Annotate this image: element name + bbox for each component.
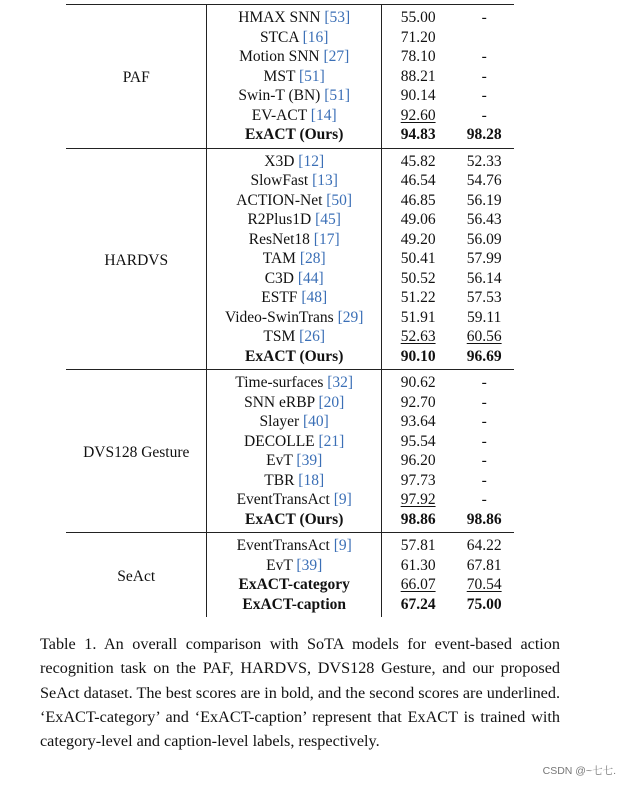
score-value: 56.14 [466,269,502,287]
score-value: 51.22 [400,289,436,306]
model-cell [207,308,381,328]
top5-cell [454,412,514,432]
model-name: Video-SwinTrans [224,308,334,326]
citation-link[interactable]: [12] [298,152,325,170]
score-value: 56.43 [466,211,502,228]
top1-cell [381,575,454,595]
score-value: 57.99 [466,250,502,267]
score-value: 61.30 [400,556,436,574]
model-name: TSM [263,328,296,345]
model-cell [207,412,381,432]
score-value: 50.52 [400,269,436,287]
model-cell [207,370,381,393]
top5-cell [454,347,514,370]
score-value: 98.86 [466,510,502,528]
citation-link[interactable]: [27] [323,48,350,65]
score-value: 97.73 [400,471,436,489]
top1-cell [381,370,454,393]
model-name: Slayer [259,413,300,430]
score-value: 98.28 [466,126,502,143]
citation-link[interactable]: [40] [303,413,329,430]
comparison-table [66,4,514,617]
top5-cell [454,510,514,533]
table-row [66,533,514,556]
citation-link[interactable]: [16] [302,28,329,46]
model-name: ExACT (Ours) [245,510,344,528]
table-caption: Table 1. An overall comparison with SoTA models for event-based action recognition task on the PAF, HARDVS, DVS128 Gesture, and our proposed SeAct dataset. The best scores are in bold, and the second scores are underlined. ‘ExACT-category’ and ‘ExACT-caption’ represent that ExACT is trained with category-level and caption-level labels, respectively. [40,635,560,751]
model-name: STCA [259,28,299,46]
model-name: ExACT (Ours) [245,126,344,143]
top1-cell [381,347,454,370]
model-name: Swin-T (BN) [238,87,321,104]
citation-link[interactable]: [20] [318,393,345,411]
score-value: 54.76 [466,172,502,189]
score-value: 56.19 [466,191,502,209]
top1-cell [381,412,454,432]
top5-cell [454,125,514,148]
top5-cell [454,595,514,618]
score-value: 57.53 [466,289,502,306]
top5-cell [454,556,514,576]
model-cell [207,510,381,533]
score-value: 93.64 [400,413,436,430]
citation-link[interactable]: [14] [310,106,337,124]
top1-cell [381,210,454,230]
model-cell [207,393,381,413]
top5-cell [454,490,514,510]
model-name: ExACT (Ours) [245,347,344,365]
score-value: 46.54 [400,172,436,189]
top1-cell [381,595,454,618]
dataset-label: PAF [66,5,207,149]
score-value: 92.70 [400,393,436,411]
top1-cell [381,125,454,148]
citation-link[interactable]: [26] [299,328,325,345]
top1-cell [381,393,454,413]
score-value: 46.85 [400,191,436,209]
top5-cell [454,86,514,106]
score-value: 51.91 [400,308,436,326]
top1-cell [381,432,454,452]
model-cell [207,249,381,269]
model-cell [207,191,381,211]
citation-link[interactable]: [28] [299,250,326,267]
top5-cell [454,249,514,269]
score-value: 96.20 [400,452,436,469]
citation-link[interactable]: [51] [324,87,351,104]
top1-cell [381,230,454,250]
model-cell [207,86,381,106]
top1-cell [381,308,454,328]
model-name: Time-surfaces [235,374,324,391]
top1-cell [381,490,454,510]
top5-cell [454,533,514,556]
citation-link[interactable]: [17] [313,230,340,248]
score-value: 95.54 [400,432,436,450]
model-cell [207,347,381,370]
model-cell [207,67,381,87]
score-value: 52.63 [400,328,436,345]
score-value: 88.21 [400,67,436,85]
score-value: 57.81 [400,537,436,554]
citation-link[interactable]: [39] [296,452,323,469]
model-cell [207,432,381,452]
model-name: EV-ACT [251,106,307,124]
score-value: 49.06 [400,211,436,228]
citation-link[interactable]: [18] [298,471,325,489]
model-cell [207,471,381,491]
score-value: - [481,67,487,85]
model-cell [207,595,381,618]
top5-cell [454,269,514,289]
model-name: EventTransAct [236,537,330,554]
top1-cell [381,86,454,106]
score-value: 90.10 [400,347,436,365]
model-cell [207,230,381,250]
table-row [66,148,514,171]
citation-link[interactable]: [9] [333,537,352,554]
score-value: - [481,491,487,508]
top1-cell [381,556,454,576]
score-value: - [481,374,487,391]
top5-cell [454,451,514,471]
top5-cell [454,191,514,211]
model-cell [207,269,381,289]
score-value: - [481,48,487,65]
model-name: ResNet18 [248,230,310,248]
score-value: 60.56 [466,328,502,345]
model-name: TBR [264,471,295,489]
model-cell [207,125,381,148]
dataset-label: DVS128 Gesture [66,370,207,533]
top5-cell [454,28,514,48]
model-cell [207,210,381,230]
model-cell [207,171,381,191]
top1-cell [381,171,454,191]
score-value: 78.10 [400,48,436,65]
top5-cell [454,230,514,250]
model-cell [207,451,381,471]
citation-link[interactable]: [39] [296,556,323,574]
top5-cell [454,47,514,67]
top1-cell [381,47,454,67]
top1-cell [381,269,454,289]
dataset-label: SeAct [66,533,207,618]
top1-cell [381,249,454,269]
model-cell [207,490,381,510]
model-name: SNN eRBP [244,393,315,411]
results-table-container [66,4,514,617]
score-value: - [481,471,487,489]
citation-link[interactable]: [32] [327,374,354,391]
table-row [66,5,514,28]
citation-link[interactable]: [48] [301,289,328,306]
model-name: Motion SNN [239,48,320,65]
score-value: - [481,87,487,104]
top5-cell [454,171,514,191]
model-cell [207,5,381,28]
top5-cell [454,67,514,87]
top5-cell [454,210,514,230]
model-name: TAM [262,250,296,267]
score-value: 90.62 [400,374,436,391]
top5-cell [454,370,514,393]
model-cell [207,106,381,126]
top5-cell [454,106,514,126]
citation-link[interactable]: [9] [333,491,352,508]
score-value: 75.00 [466,595,502,613]
top1-cell [381,451,454,471]
model-name: X3D [264,152,295,170]
top5-cell [454,148,514,171]
model-name: ACTION-Net [236,191,323,209]
watermark: CSDN @~七七. [542,765,616,777]
table-row [66,370,514,393]
model-name: EventTransAct [236,491,330,508]
score-value: 67.81 [466,556,502,574]
top1-cell [381,148,454,171]
top1-cell [381,5,454,28]
top5-cell [454,308,514,328]
model-cell [207,28,381,48]
top1-cell [381,28,454,48]
top5-cell [454,432,514,452]
model-cell [207,288,381,308]
score-value: 98.86 [400,510,436,528]
top5-cell [454,393,514,413]
top5-cell [454,575,514,595]
citation-link[interactable]: [13] [312,172,338,189]
model-name: MST [263,67,296,85]
score-value: 55.00 [400,9,436,26]
table-body [66,5,514,618]
score-value: - [481,393,487,411]
score-value: - [481,432,487,450]
citation-link[interactable]: [44] [297,269,324,287]
score-value: 49.20 [400,230,436,248]
top1-cell [381,191,454,211]
score-value: 45.82 [400,152,436,170]
top5-cell [454,327,514,347]
top1-cell [381,106,454,126]
score-value: 92.60 [400,106,436,124]
model-name: ExACT-caption [242,595,347,613]
top1-cell [381,327,454,347]
top5-cell [454,471,514,491]
score-value: 90.14 [400,87,436,104]
top1-cell [381,67,454,87]
top1-cell [381,533,454,556]
model-name: ExACT-category [238,576,350,593]
model-name: R2Plus1D [247,211,312,228]
citation-link[interactable]: [21] [318,432,345,450]
score-value: 56.09 [466,230,502,248]
score-value: - [481,9,487,26]
model-name: HMAX SNN [238,9,321,26]
model-cell [207,575,381,595]
model-cell [207,556,381,576]
model-name: EvT [266,556,293,574]
score-value: 71.20 [400,28,436,46]
model-name: C3D [264,269,294,287]
model-cell [207,533,381,556]
top5-cell [454,5,514,28]
score-value: - [481,106,487,124]
citation-link[interactable]: [53] [324,9,351,26]
model-name: EvT [266,452,293,469]
model-name: ESTF [261,289,298,306]
score-value: 50.41 [400,250,436,267]
model-cell [207,148,381,171]
score-value: 94.83 [400,126,436,143]
score-value: 64.22 [466,537,502,554]
citation-link[interactable]: [45] [315,211,341,228]
dataset-label: HARDVS [66,148,207,370]
score-value: - [481,452,487,469]
citation-link[interactable]: [50] [326,191,353,209]
top1-cell [381,288,454,308]
score-value: 59.11 [467,308,502,326]
model-name: SlowFast [250,172,309,189]
citation-link[interactable]: [29] [337,308,364,326]
score-value: 67.24 [400,595,436,613]
citation-link[interactable]: [51] [299,67,325,85]
score-value: 96.69 [466,347,502,365]
model-name: DECOLLE [244,432,315,450]
model-cell [207,47,381,67]
top1-cell [381,471,454,491]
score-value: - [481,413,487,430]
score-value: 52.33 [466,152,502,170]
score-value: 97.92 [400,491,436,508]
score-value: 66.07 [400,576,436,593]
top5-cell [454,288,514,308]
model-cell [207,327,381,347]
top1-cell [381,510,454,533]
score-value: 70.54 [466,576,502,593]
